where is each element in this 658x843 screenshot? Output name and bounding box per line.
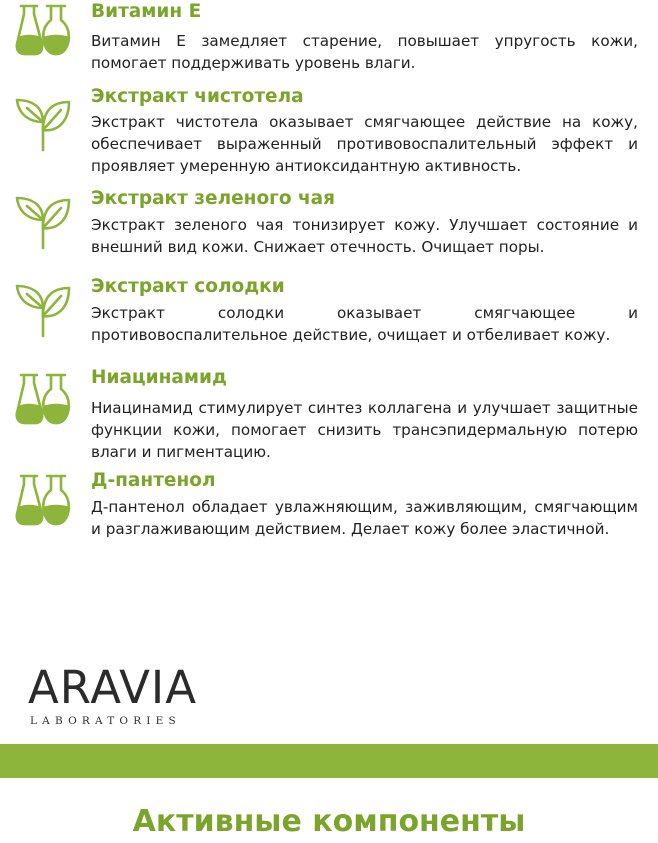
section-heading: Активные компоненты <box>132 804 526 839</box>
ingredient-title: Экстракт зеленого чая <box>91 188 336 209</box>
ingredient-description: Ниацинамид стимулирует синтез коллагена и улучшает защитные функции кожи, помогает снизить трансэпидермальную потерю влаги и пигментацию. <box>91 399 638 461</box>
ingredient-description: Экстракт солодки оказывает смягчающее и противовоспалительное действие, очищает и отбеливает кожу. <box>91 304 638 344</box>
ingredient-description: Витамин Е замедляет старение, повышает упругость кожи, помогает поддерживать уровень влаги. <box>91 32 638 72</box>
brand-name: ARAVIA <box>28 661 197 714</box>
leaf-icon <box>13 190 73 250</box>
ingredient-title: Ниацинамид <box>91 367 227 388</box>
ingredient-title: Д-пантенол <box>91 470 216 491</box>
leaf-icon <box>13 278 73 338</box>
brand-subtitle: LABORATORIES <box>30 715 181 727</box>
flasks-icon <box>13 369 73 429</box>
ingredient-description: Экстракт чистотела оказывает смягчающее действие на кожу, обеспечивает выраженный противовоспалительный эффект и проявляет умеренную антиоксидантную активность. <box>91 113 638 175</box>
flasks-icon <box>13 470 73 530</box>
ingredient-description: Экстракт зеленого чая тонизирует кожу. Улучшает состояние и внешний вид кожи. Снижает отечность. Очищает поры. <box>91 216 638 256</box>
ingredient-description: Д-пантенол обладает увлажняющим, заживляющим, смягчающим и разглаживающим действием. Делает кожу более эластичной. <box>91 498 638 538</box>
leaf-icon <box>13 92 73 152</box>
ingredient-title: Экстракт чистотела <box>91 86 304 107</box>
flasks-icon <box>13 0 73 60</box>
ingredient-title: Витамин Е <box>91 1 202 22</box>
accent-band <box>0 744 658 778</box>
brand-logo <box>28 663 228 733</box>
ingredient-title: Экстракт солодки <box>91 276 285 297</box>
